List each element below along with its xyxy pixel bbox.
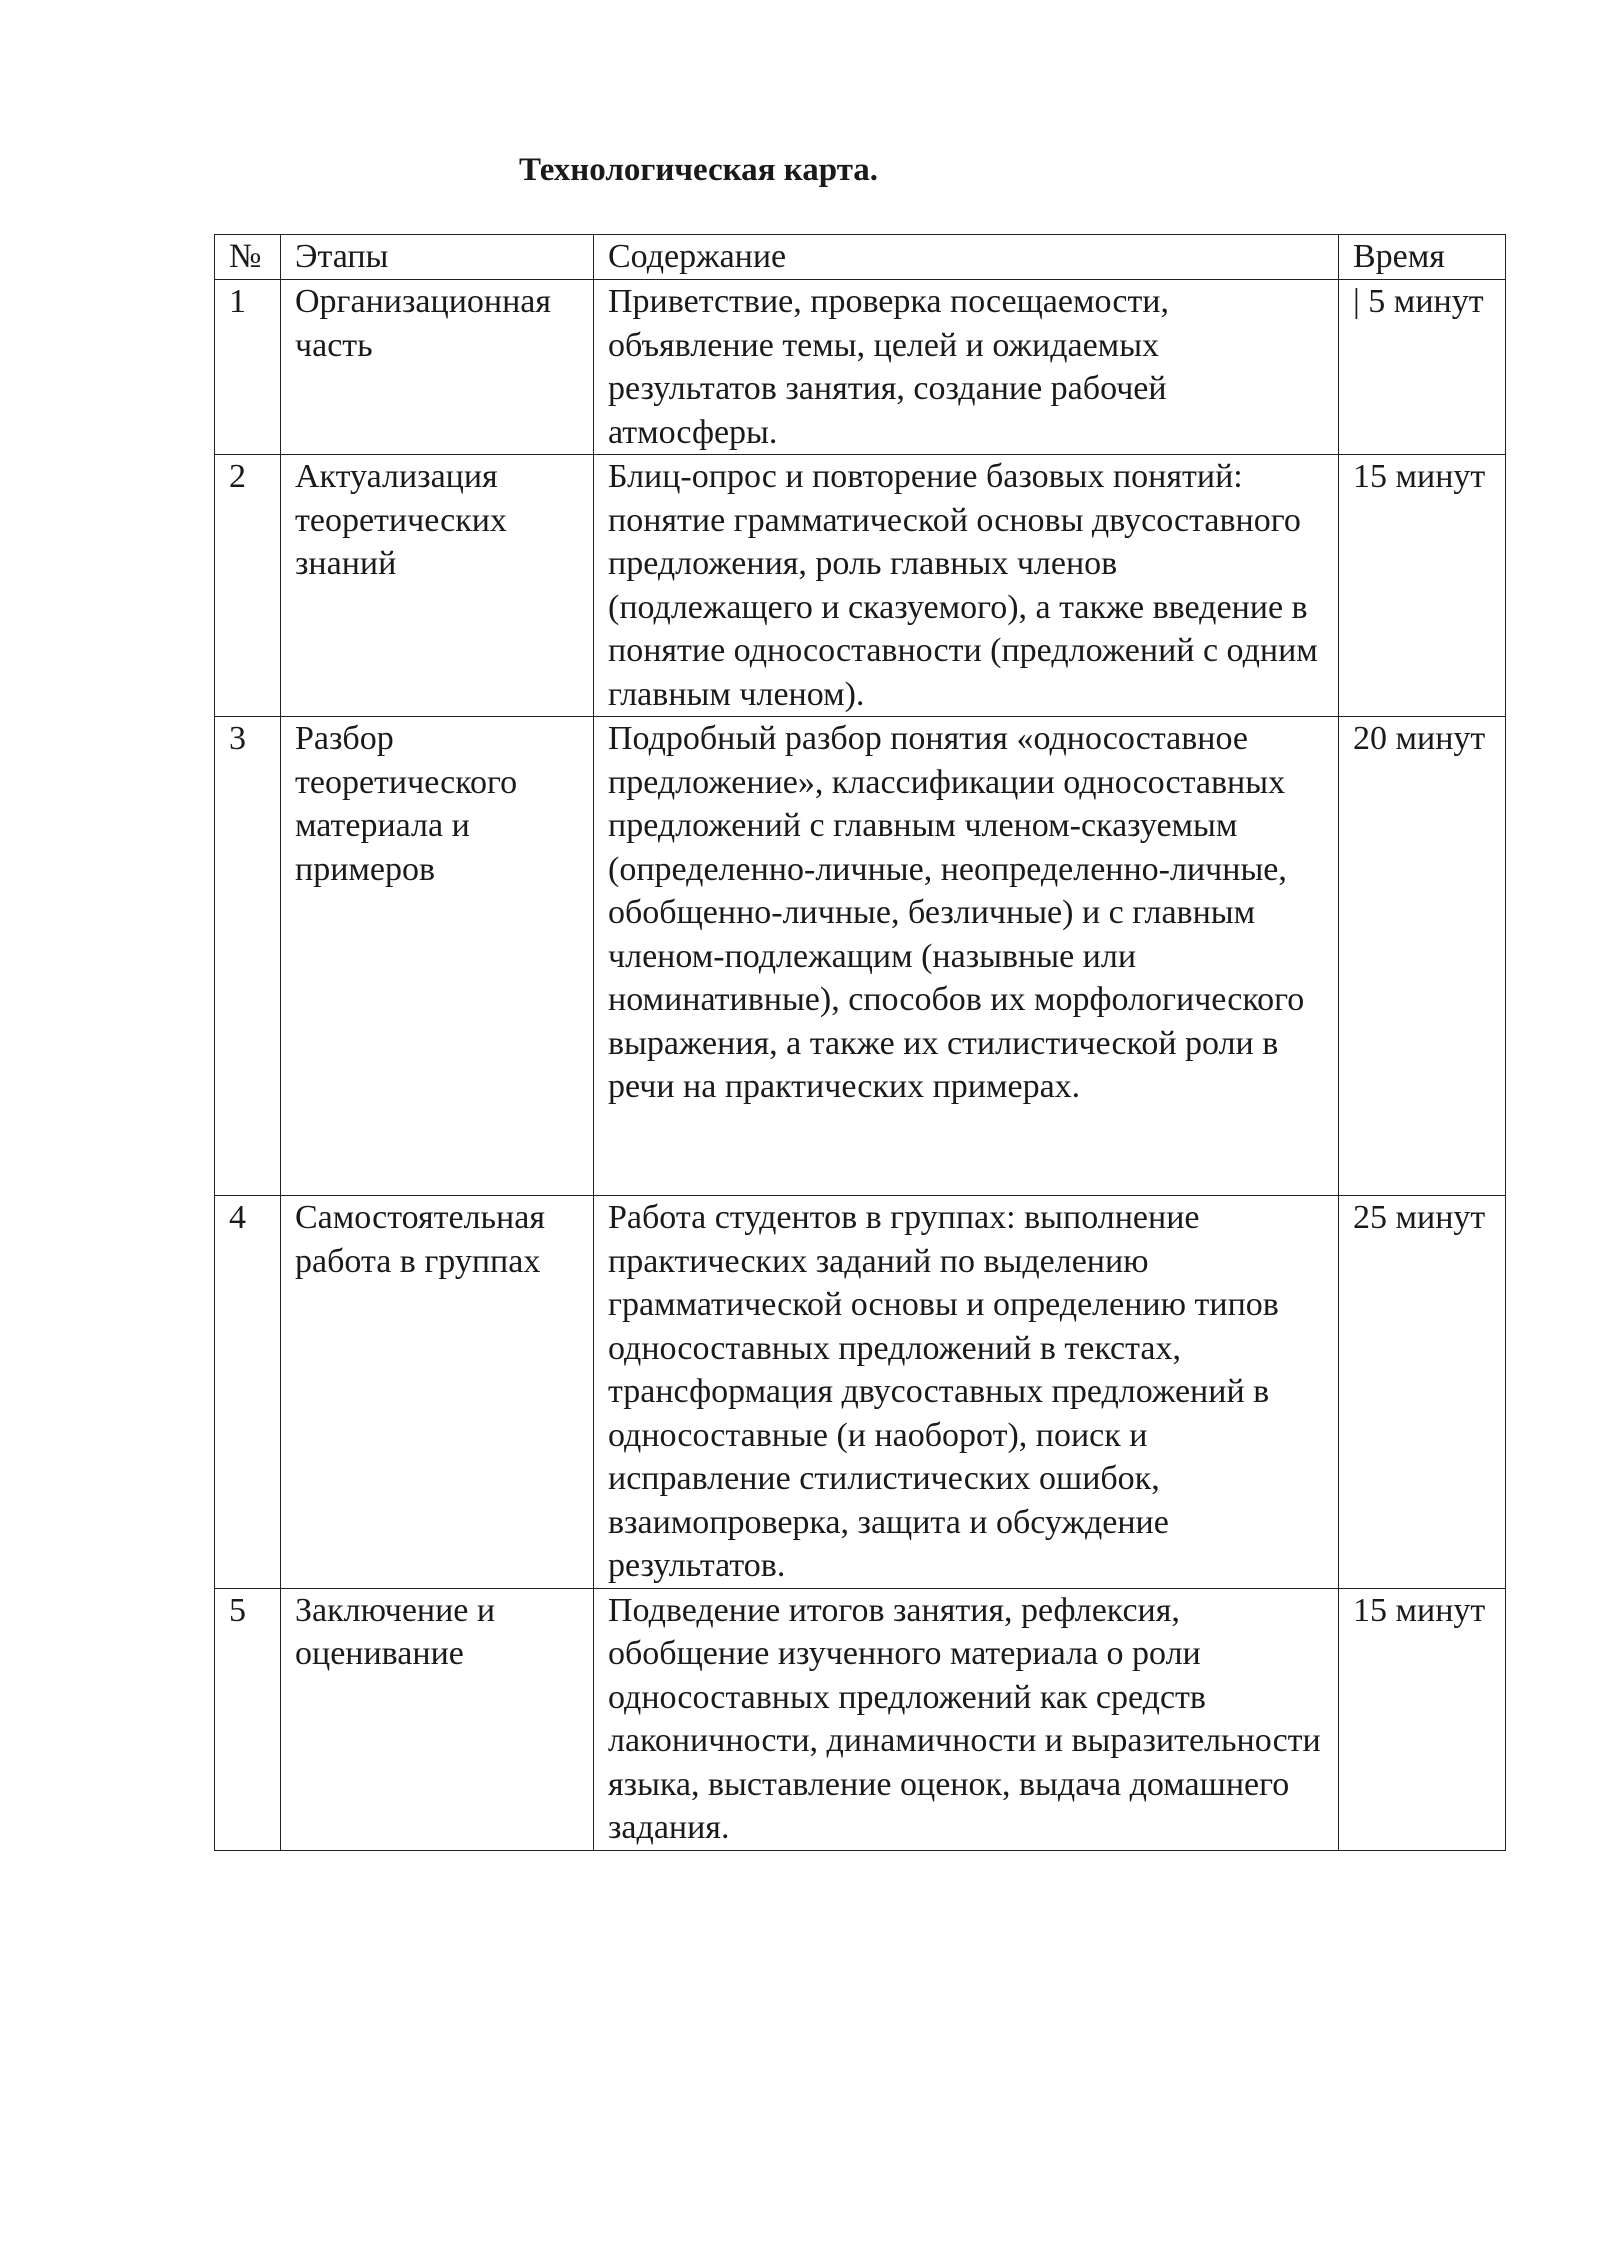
row-number: 1 bbox=[229, 283, 246, 320]
stage-content: Работа студентов в группах: выполнение практических заданий по выделению грамматической основы и определению типов односоставных предложений в текстах, трансформация двусоставных предложений в односоставные (и наоборот), поиск и исправление стилистических ошибок, взаимопроверка, защита и обсуждение результатов. bbox=[608, 1199, 1279, 1584]
table-row bbox=[215, 717, 1506, 1196]
row-number-cell bbox=[215, 1588, 281, 1850]
time-cell bbox=[1339, 1588, 1506, 1850]
row-number-cell bbox=[215, 717, 281, 1196]
column-header-number: № bbox=[215, 235, 281, 280]
stage-content: Подведение итогов занятия, рефлексия, обобщение изученного материала о роли односоставных предложений как средств лаконичности, динамичности и выразительности языка, выставление оценок, выдача домашнего задания. bbox=[608, 1591, 1321, 1846]
stage-cell bbox=[281, 1196, 594, 1589]
content-cell bbox=[594, 1588, 1339, 1850]
content-cell bbox=[594, 717, 1339, 1196]
stage-time: | 5 минут bbox=[1353, 283, 1484, 320]
column-header-stage: Этапы bbox=[281, 235, 594, 280]
technological-map-table bbox=[214, 234, 1506, 1851]
column-header-time: Время bbox=[1339, 235, 1506, 280]
stage-time: 15 минут bbox=[1353, 1591, 1486, 1629]
time-cell bbox=[1339, 1196, 1506, 1589]
stage-time: 25 минут bbox=[1353, 1199, 1486, 1236]
stage-cell bbox=[281, 280, 594, 455]
table-header-row bbox=[215, 235, 1506, 280]
document-title: Технологическая карта. bbox=[519, 152, 879, 188]
stage-time: 20 минут bbox=[1353, 720, 1486, 757]
time-cell bbox=[1339, 455, 1506, 717]
table-row bbox=[215, 1588, 1506, 1850]
content-cell bbox=[594, 280, 1339, 455]
table-header bbox=[215, 235, 1506, 280]
stage-content: Блиц-опрос и повторение базовых понятий: понятие грамматической основы двусоставного предложения, роль главных членов (подлежащего и сказуемого), а также введение в понятие односоставности (предложений с одним главным членом). bbox=[608, 458, 1318, 713]
time-cell bbox=[1339, 717, 1506, 1196]
content-cell bbox=[594, 455, 1339, 717]
row-number: 5 bbox=[229, 1591, 246, 1629]
stage-cell bbox=[281, 717, 594, 1196]
stage-content: Подробный разбор понятия «односоставное предложение», классификации односоставных предложений с главным членом-сказуемым (определенно-личные, неопределенно-личные, обобщенно-личные, безличные) и с главным членом-подлежащим (назывные или номинативные), способов их морфологического выражения, а также их стилистической роли в речи на практических примерах. bbox=[608, 720, 1305, 1105]
stage-cell bbox=[281, 455, 594, 717]
row-number: 4 bbox=[229, 1199, 246, 1236]
table-row bbox=[215, 1196, 1506, 1589]
stage-name: Заключение и оценивание bbox=[295, 1591, 496, 1672]
stage-name: Актуализация теоретических знаний bbox=[295, 458, 507, 582]
stage-name: Разбор теоретического материала и примеров bbox=[295, 720, 518, 888]
row-number-cell bbox=[215, 1196, 281, 1589]
table-row bbox=[215, 455, 1506, 717]
stage-name: Организационная часть bbox=[295, 283, 552, 364]
row-number-cell bbox=[215, 280, 281, 455]
stage-content: Приветствие, проверка посещаемости, объявление темы, целей и ожидаемых результатов занятия, создание рабочей атмосферы. bbox=[608, 283, 1169, 451]
table-row bbox=[215, 280, 1506, 455]
stage-name: Самостоятельная работа в группах bbox=[295, 1199, 545, 1280]
row-number: 2 bbox=[229, 458, 246, 495]
row-number: 3 bbox=[229, 720, 246, 757]
stage-time: 15 минут bbox=[1353, 458, 1486, 495]
row-number-cell bbox=[215, 455, 281, 717]
content-cell bbox=[594, 1196, 1339, 1589]
time-cell bbox=[1339, 280, 1506, 455]
stage-cell bbox=[281, 1588, 594, 1850]
column-header-content: Содержание bbox=[594, 235, 1339, 280]
table-body bbox=[215, 280, 1506, 1851]
